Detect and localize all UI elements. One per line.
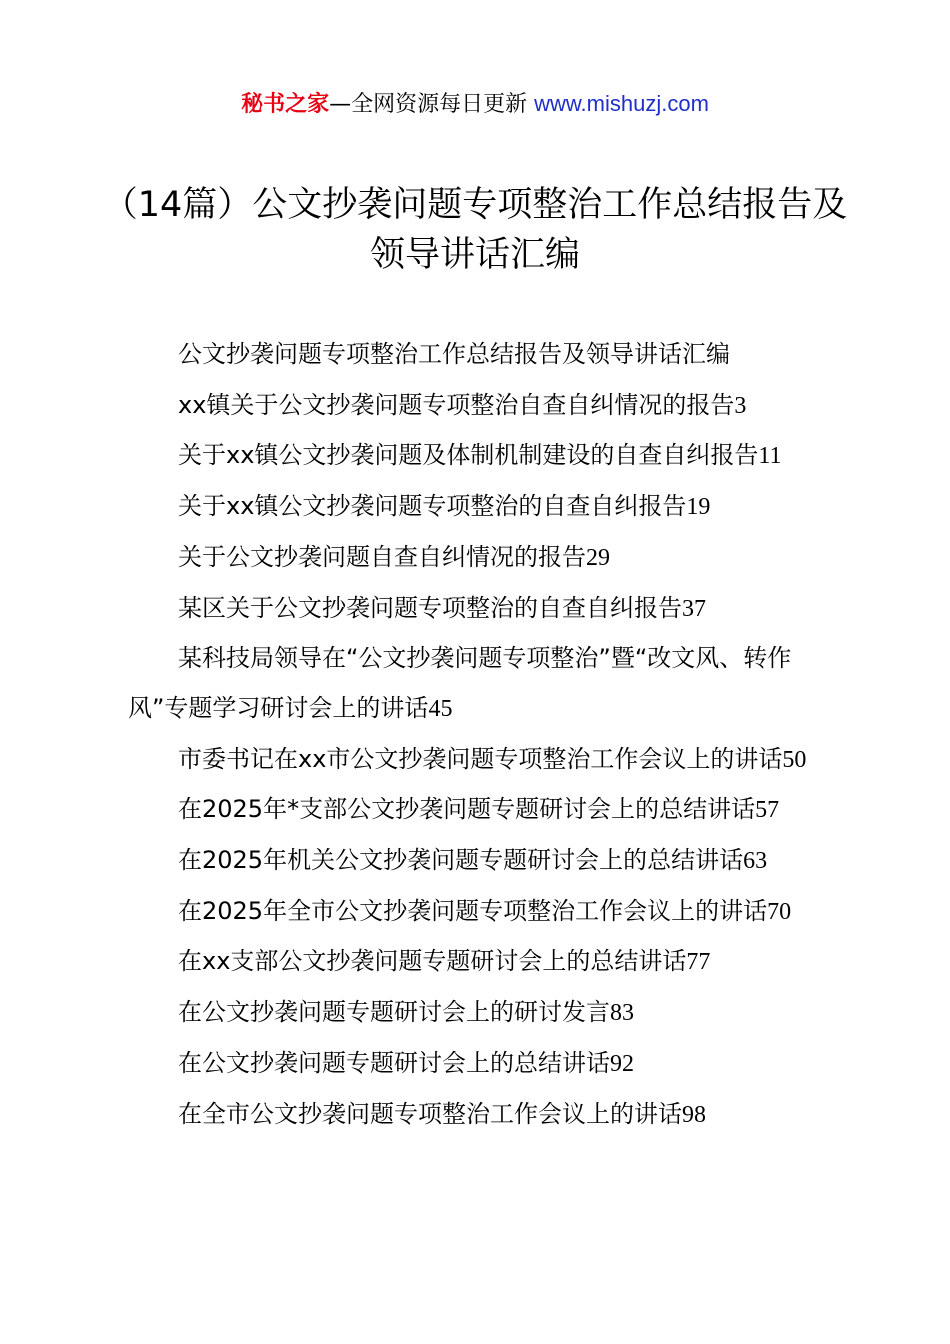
toc-item[interactable] [128,330,834,381]
toc-item-page: 92 [610,1050,634,1077]
toc-item-title: 在xx支部公文抄袭问题专题研讨会上的总结讲话 [178,947,687,976]
toc-item-page: 37 [682,595,706,622]
toc-item[interactable] [128,735,834,786]
toc-item[interactable] [128,431,834,482]
toc-item-page: 83 [610,1000,634,1027]
toc-item[interactable] [128,785,834,836]
toc-item-title: 市委书记在xx市公文抄袭问题专项整治工作会议上的讲话 [178,744,783,773]
toc-item[interactable] [128,988,834,1039]
toc-item[interactable] [128,533,834,584]
toc-item-title: 在公文抄袭问题专题研讨会上的总结讲话 [178,1048,610,1077]
table-of-contents [128,330,834,1140]
toc-item-title: 关于xx镇公文抄袭问题专项整治的自查自纠报告 [178,492,687,521]
toc-item-page: 45 [428,695,453,722]
toc-item-page: 77 [686,949,711,976]
brand-name: 秘书之家 [241,92,330,117]
toc-item-page: 3 [734,392,747,419]
toc-item-title: 在全市公文抄袭问题专项整治工作会议上的讲话 [178,1099,682,1128]
toc-item-title: xx镇关于公文抄袭问题专项整治自查自纠情况的报告 [178,390,735,419]
toc-item-title: 在2025年全市公文抄袭问题专项整治工作会议上的讲话 [178,896,768,925]
toc-item[interactable] [128,634,834,734]
toc-item[interactable] [128,1090,834,1141]
toc-item[interactable] [128,937,834,988]
toc-item-page: 57 [755,797,780,824]
header-tagline: —全网资源每日更新 [329,92,535,117]
toc-item-title: 某科技局领导在“公文抄袭问题专项整治”暨“改文风、转作风”专题学习研讨会上的讲话 [128,644,792,722]
toc-item-page: 98 [682,1101,706,1128]
toc-item[interactable] [128,887,834,938]
toc-item[interactable] [128,1039,834,1090]
toc-item-page: 29 [586,544,610,571]
toc-item-title: 关于xx镇公文抄袭问题及体制机制建设的自查自纠报告 [178,441,759,470]
toc-item-title: 在公文抄袭问题专题研讨会上的研讨发言 [178,998,610,1027]
toc-item-title: 公文抄袭问题专项整治工作总结报告及领导讲话汇编 [178,340,730,368]
toc-item-title: 某区关于公文抄袭问题专项整治的自查自纠报告 [178,593,682,622]
document-title: （14篇）公文抄袭问题专项整治工作总结报告及领导讲话汇编 [102,185,848,275]
toc-item-title: 关于公文抄袭问题自查自纠情况的报告 [178,542,586,571]
toc-item-title: 在2025年机关公文抄袭问题专题研讨会上的总结讲话 [178,846,744,875]
toc-item-page: 70 [767,898,792,925]
toc-item[interactable] [128,482,834,533]
site-header [0,88,950,121]
toc-item-page: 63 [743,848,768,875]
toc-item-page: 11 [758,443,782,470]
toc-item-page: 19 [686,494,711,521]
toc-item[interactable] [128,381,834,432]
toc-item[interactable] [128,584,834,635]
toc-item-title: 在2025年*支部公文抄袭问题专题研讨会上的总结讲话 [178,795,756,824]
site-url-link[interactable]: www.mishuzj.com [534,91,709,116]
toc-item[interactable] [128,836,834,887]
toc-item-page: 50 [782,746,807,773]
